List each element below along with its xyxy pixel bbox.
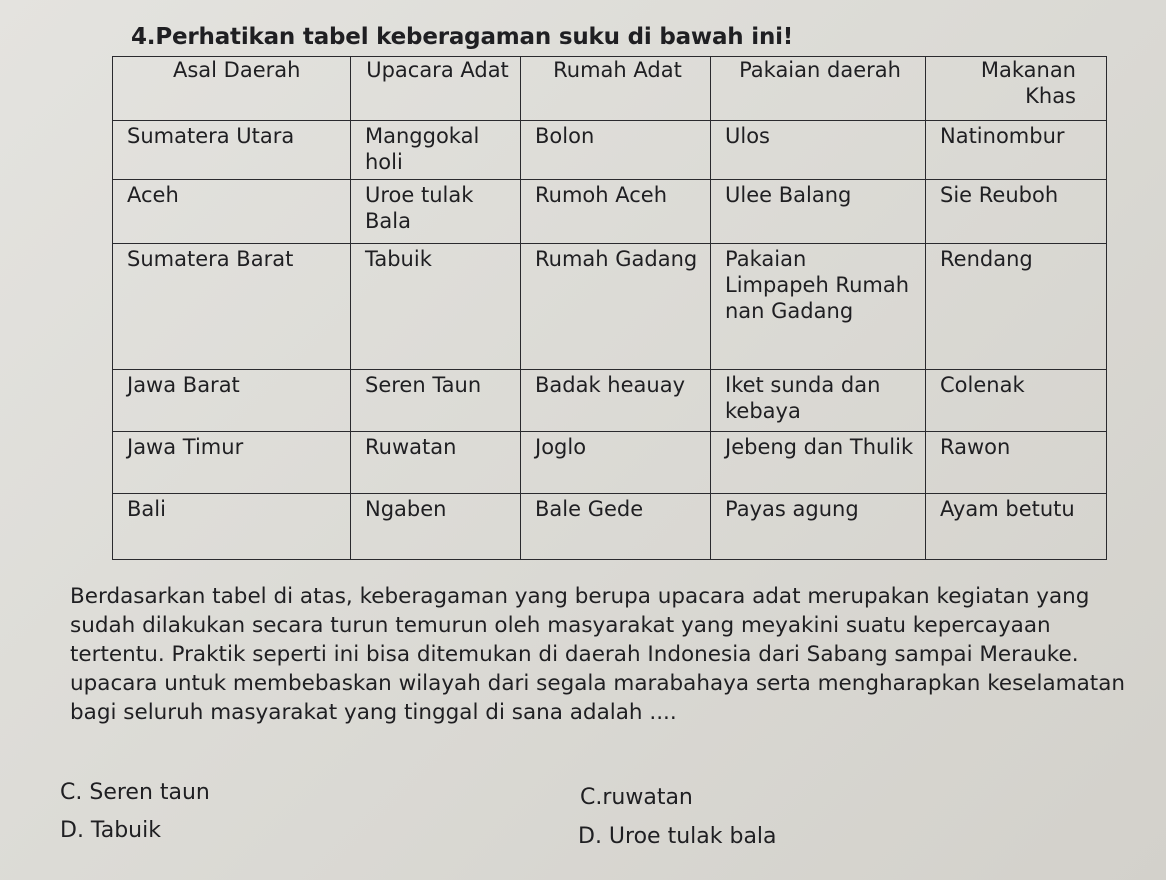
- table-cell: Natinombur: [926, 121, 1107, 180]
- table-cell: Ulos: [711, 121, 926, 180]
- table-cell: Ayam betutu: [926, 494, 1107, 560]
- table-cell: Jawa Timur: [113, 432, 351, 494]
- table-row: [113, 432, 1107, 494]
- table-cell: Seren Taun: [351, 370, 521, 432]
- diversity-table: [112, 56, 1107, 560]
- table-header-row: [113, 57, 1107, 121]
- table-cell: Jebeng dan Thulik: [711, 432, 926, 494]
- table-cell: Sie Reuboh: [926, 180, 1107, 244]
- table-row: [113, 180, 1107, 244]
- table-cell: Ruwatan: [351, 432, 521, 494]
- table-cell: Badak heauay: [521, 370, 711, 432]
- table-cell: Jawa Barat: [113, 370, 351, 432]
- header-asal-daerah: Asal Daerah: [113, 57, 351, 121]
- option-c-ruwatan[interactable]: C.ruwatan: [580, 785, 693, 810]
- table-cell: Payas agung: [711, 494, 926, 560]
- table-cell: Rumoh Aceh: [521, 180, 711, 244]
- option-c-seren-taun[interactable]: C. Seren taun: [60, 780, 210, 805]
- header-upacara-adat: Upacara Adat: [351, 57, 521, 121]
- table-cell: Iket sunda dan kebaya: [711, 370, 926, 432]
- table-cell: Manggokal holi: [351, 121, 521, 180]
- table-row: [113, 121, 1107, 180]
- table-cell: Rawon: [926, 432, 1107, 494]
- table-row: [113, 370, 1107, 432]
- table-cell: Pakaian Limpapeh Rumah nan Gadang: [711, 244, 926, 370]
- table-cell: Tabuik: [351, 244, 521, 370]
- table-cell: Rumah Gadang: [521, 244, 711, 370]
- table-cell: Uroe tulak Bala: [351, 180, 521, 244]
- question-title: 4.Perhatikan tabel keberagaman suku di bawah ini!: [131, 24, 794, 50]
- table-cell: Bolon: [521, 121, 711, 180]
- table-cell: Colenak: [926, 370, 1107, 432]
- header-rumah-adat: Rumah Adat: [521, 57, 711, 121]
- table-cell: Bale Gede: [521, 494, 711, 560]
- table-cell: Ulee Balang: [711, 180, 926, 244]
- table-row: [113, 244, 1107, 370]
- table-cell: Ngaben: [351, 494, 521, 560]
- table-cell: Bali: [113, 494, 351, 560]
- table-cell: Sumatera Barat: [113, 244, 351, 370]
- option-d-uroe-tulak-bala[interactable]: D. Uroe tulak bala: [578, 824, 777, 849]
- table-cell: Aceh: [113, 180, 351, 244]
- table-cell: Joglo: [521, 432, 711, 494]
- question-paragraph: Berdasarkan tabel di atas, keberagaman yang berupa upacara adat merupakan kegiatan yang sudah dilakukan secara turun temurun oleh masyarakat yang meyakini suatu kepercayaan tertentu. Praktik seperti ini bisa ditemukan di daerah Indonesia dari Sabang sampai Merauke. upacara untuk membebaskan wilayah dari segala marabahaya serta mengharapkan keselamatan bagi seluruh masyarakat yang tinggal di sana adalah ....: [70, 584, 1126, 725]
- table-cell: Rendang: [926, 244, 1107, 370]
- table-cell: Sumatera Utara: [113, 121, 351, 180]
- table-row: [113, 494, 1107, 560]
- header-pakaian-daerah: Pakaian daerah: [711, 57, 926, 121]
- header-makanan-khas: Makanan Khas: [926, 57, 1107, 121]
- option-d-tabuik[interactable]: D. Tabuik: [60, 818, 161, 843]
